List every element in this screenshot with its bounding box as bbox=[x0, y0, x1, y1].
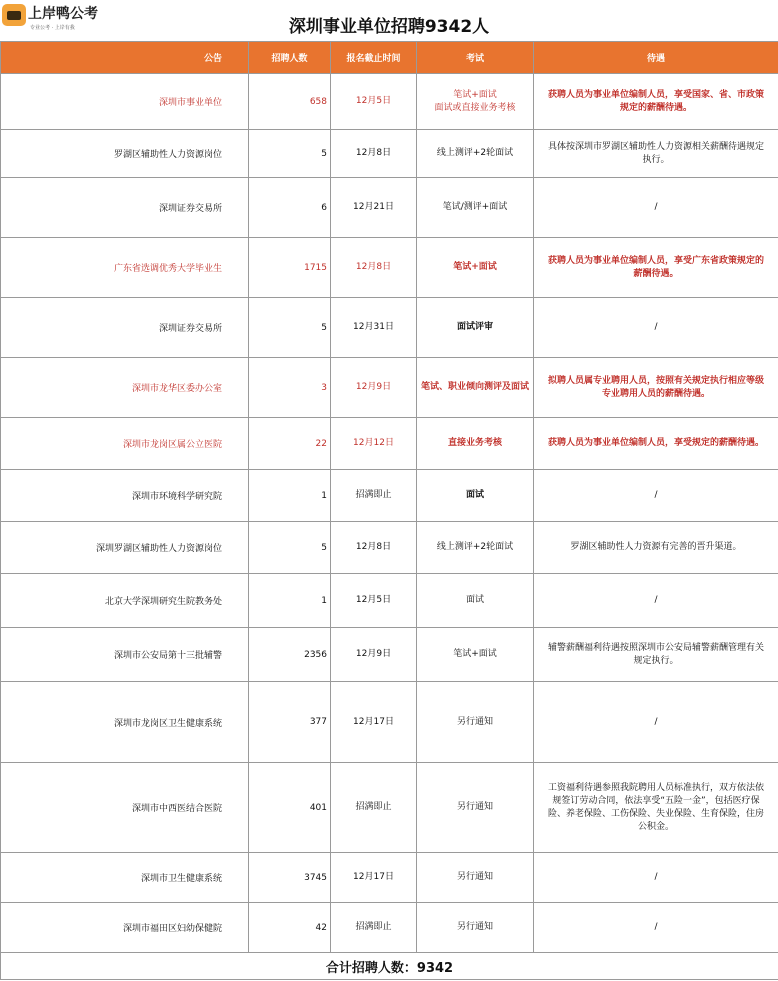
total-row bbox=[1, 953, 778, 980]
deadline-cell: 12月5日 bbox=[331, 574, 417, 628]
announcement-cell: 深圳证券交易所 bbox=[1, 298, 249, 358]
deadline-cell: 12月8日 bbox=[331, 238, 417, 298]
table-row bbox=[1, 358, 778, 418]
exam-cell: 面试 bbox=[417, 470, 534, 522]
deadline-cell: 12月17日 bbox=[331, 682, 417, 763]
exam-cell: 线上测评+2轮面试 bbox=[417, 130, 534, 178]
table-row bbox=[1, 763, 778, 853]
announcement-cell: 深圳市事业单位 bbox=[1, 74, 249, 130]
exam-cell: 直接业务考核 bbox=[417, 418, 534, 470]
count-cell: 658 bbox=[249, 74, 331, 130]
table-row bbox=[1, 903, 778, 953]
count-cell: 1715 bbox=[249, 238, 331, 298]
count-cell: 3745 bbox=[249, 853, 331, 903]
deadline-cell: 招满即止 bbox=[331, 903, 417, 953]
deadline-cell: 12月17日 bbox=[331, 853, 417, 903]
count-cell: 5 bbox=[249, 298, 331, 358]
page-title: 深圳事业单位招聘9342人 bbox=[288, 17, 490, 37]
benefits-cell: / bbox=[534, 853, 778, 903]
benefits-cell: / bbox=[534, 682, 778, 763]
total-recruitment: 合计招聘人数：9342 bbox=[1, 953, 778, 980]
count-cell: 3 bbox=[249, 358, 331, 418]
benefits-cell: / bbox=[534, 178, 778, 238]
exam-cell: 另行通知 bbox=[417, 763, 534, 853]
benefits-cell: 辅警薪酬福利待遇按照深圳市公安局辅警薪酬管理有关规定执行。 bbox=[534, 628, 778, 682]
exam-cell: 面试 bbox=[417, 574, 534, 628]
count-cell: 377 bbox=[249, 682, 331, 763]
deadline-cell: 12月12日 bbox=[331, 418, 417, 470]
announcement-cell: 深圳市龙岗区属公立医院 bbox=[1, 418, 249, 470]
table-header-row bbox=[1, 42, 778, 74]
exam-cell: 笔试/测评+面试 bbox=[417, 178, 534, 238]
count-cell: 401 bbox=[249, 763, 331, 853]
announcement-cell: 深圳市公安局第十三批辅警 bbox=[1, 628, 249, 682]
announcement-cell: 广东省选调优秀大学毕业生 bbox=[1, 238, 249, 298]
benefits-cell: / bbox=[534, 470, 778, 522]
announcement-cell: 北京大学深圳研究生院教务处 bbox=[1, 574, 249, 628]
exam-cell: 另行通知 bbox=[417, 682, 534, 763]
announcement-cell: 罗湖区辅助性人力资源岗位 bbox=[1, 130, 249, 178]
deadline-cell: 12月9日 bbox=[331, 628, 417, 682]
header-announcement: 公告 bbox=[1, 42, 249, 74]
benefits-cell: 罗湖区辅助性人力资源有完善的晋升渠道。 bbox=[534, 522, 778, 574]
header-count: 招聘人数 bbox=[249, 42, 331, 74]
exam-cell: 面试评审 bbox=[417, 298, 534, 358]
brand-name: 上岸鸭公考 bbox=[28, 6, 98, 22]
table-row bbox=[1, 178, 778, 238]
benefits-cell: 工资福利待遇参照我院聘用人员标准执行，双方依法依规签订劳动合同，依法享受“五险一金”，包括医疗保险、养老保险、工伤保险、失业保险、生育保险，住房公积金。 bbox=[534, 763, 778, 853]
count-cell: 42 bbox=[249, 903, 331, 953]
header-benefits: 待遇 bbox=[534, 42, 778, 74]
exam-cell: 笔试+面试 bbox=[417, 628, 534, 682]
table-row bbox=[1, 74, 778, 130]
recruitment-table bbox=[0, 41, 778, 980]
benefits-cell: 获聘人员为事业单位编制人员，享受国家、省、市政策规定的薪酬待遇。 bbox=[534, 74, 778, 130]
count-cell: 5 bbox=[249, 130, 331, 178]
announcement-cell: 深圳市福田区妇幼保健院 bbox=[1, 903, 249, 953]
exam-cell: 线上测评+2轮面试 bbox=[417, 522, 534, 574]
table-row bbox=[1, 298, 778, 358]
table-row bbox=[1, 418, 778, 470]
exam-cell: 笔试+面试 bbox=[417, 238, 534, 298]
announcement-cell: 深圳罗湖区辅助性人力资源岗位 bbox=[1, 522, 249, 574]
count-cell: 5 bbox=[249, 522, 331, 574]
benefits-cell: 具体按深圳市罗湖区辅助性人力资源相关薪酬待遇规定执行。 bbox=[534, 130, 778, 178]
benefits-cell: 获聘人员为事业单位编制人员，享受广东省政策规定的薪酬待遇。 bbox=[534, 238, 778, 298]
benefits-cell: / bbox=[534, 574, 778, 628]
announcement-cell: 深圳市中西医结合医院 bbox=[1, 763, 249, 853]
announcement-cell: 深圳市龙华区委办公室 bbox=[1, 358, 249, 418]
exam-cell: 另行通知 bbox=[417, 853, 534, 903]
exam-cell: 笔试、职业倾向测评及面试 bbox=[417, 358, 534, 418]
deadline-cell: 12月31日 bbox=[331, 298, 417, 358]
exam-cell: 另行通知 bbox=[417, 903, 534, 953]
brand-slogan: 专业公考 · 上岸有我 bbox=[30, 25, 75, 31]
benefits-cell: 拟聘人员属专业聘用人员，按照有关规定执行相应等级专业聘用人员的薪酬待遇。 bbox=[534, 358, 778, 418]
deadline-cell: 招满即止 bbox=[331, 470, 417, 522]
table-row bbox=[1, 574, 778, 628]
announcement-cell: 深圳市卫生健康系统 bbox=[1, 853, 249, 903]
exam-cell: 笔试+面试 面试或直接业务考核 bbox=[417, 74, 534, 130]
header-exam: 考试 bbox=[417, 42, 534, 74]
deadline-cell: 12月21日 bbox=[331, 178, 417, 238]
count-cell: 1 bbox=[249, 574, 331, 628]
table-row bbox=[1, 470, 778, 522]
table-row bbox=[1, 628, 778, 682]
header-deadline: 报名截止时间 bbox=[331, 42, 417, 74]
deadline-cell: 12月8日 bbox=[331, 522, 417, 574]
deadline-cell: 12月5日 bbox=[331, 74, 417, 130]
deadline-cell: 12月9日 bbox=[331, 358, 417, 418]
table-row bbox=[1, 522, 778, 574]
announcement-cell: 深圳市环境科学研究院 bbox=[1, 470, 249, 522]
benefits-cell: 获聘人员为事业单位编制人员，享受规定的薪酬待遇。 bbox=[534, 418, 778, 470]
benefits-cell: / bbox=[534, 903, 778, 953]
table-row bbox=[1, 682, 778, 763]
deadline-cell: 12月8日 bbox=[331, 130, 417, 178]
count-cell: 1 bbox=[249, 470, 331, 522]
announcement-cell: 深圳证券交易所 bbox=[1, 178, 249, 238]
benefits-cell: / bbox=[534, 298, 778, 358]
count-cell: 2356 bbox=[249, 628, 331, 682]
table-row bbox=[1, 853, 778, 903]
announcement-cell: 深圳市龙岗区卫生健康系统 bbox=[1, 682, 249, 763]
deadline-cell: 招满即止 bbox=[331, 763, 417, 853]
count-cell: 6 bbox=[249, 178, 331, 238]
count-cell: 22 bbox=[249, 418, 331, 470]
table-row bbox=[1, 130, 778, 178]
table-row bbox=[1, 238, 778, 298]
